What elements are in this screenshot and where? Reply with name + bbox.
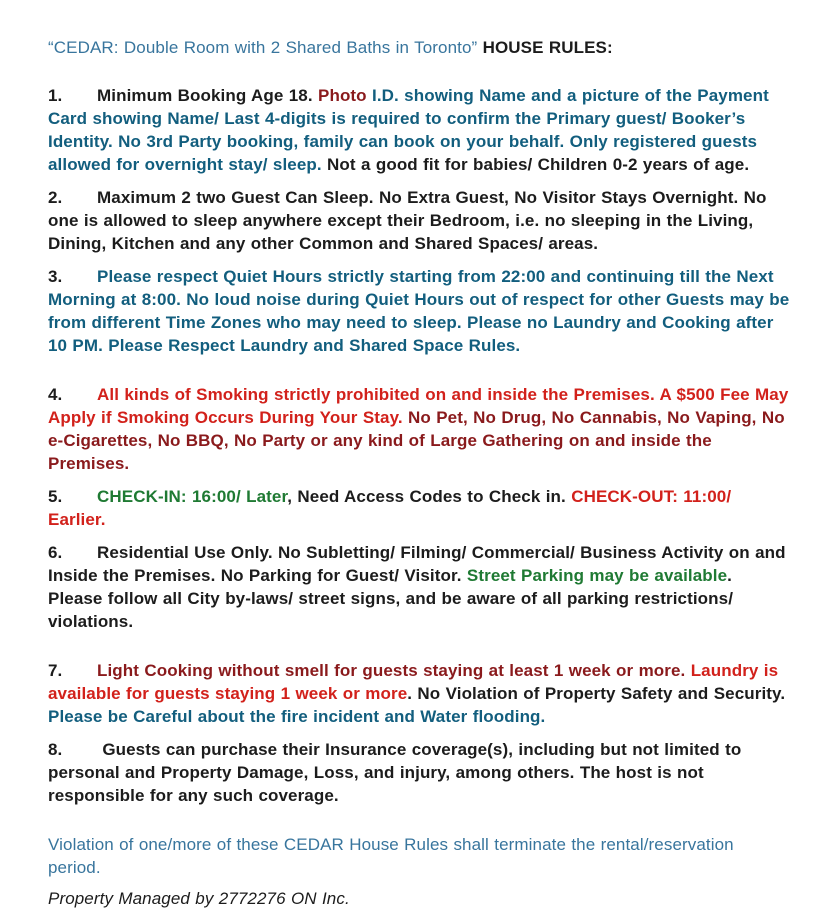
rule-2 [48,186,790,255]
text-segment: Light Cooking without smell for guests staying at least 1 week or more. [97,661,691,680]
text-segment: All kinds of Smoking strictly prohibited on and inside the Premises. A $500 Fee May Apply if Smoking Occurs During Your Stay. [48,385,794,427]
rule-1 [48,84,790,176]
text-segment: Street Parking may be available [466,566,728,585]
rule-4 [48,383,794,475]
rule-number: 7. [48,661,63,680]
violation-notice [48,833,790,879]
text-segment: Not a good fit for babies/ Children 0-2 years of age. [321,155,750,174]
text-segment: Laundry is available for guests staying 1 week or more [48,661,784,703]
text-segment: Photo [318,86,367,105]
text-segment: Maximum 2 two Guest Can Sleep. No Extra Guest, No Visitor Stays Overnight. No one is allowed to sleep anywhere except their Bedroom, i.e. no sleeping in the Living, Dining, Kitchen and any other Common and Shared Spaces/ areas. [48,188,772,253]
rule-number: 2. [48,188,63,207]
text-segment: Guests can purchase their Insurance coverage(s), including but not limited to personal and Property Damage, Loss, and injury, among others. The host is not responsible for any such coverage. [48,740,747,805]
rule-5 [48,485,790,531]
rule-number: 3. [48,267,63,286]
text-segment: Property Managed by 2772276 ON Inc. [48,889,350,908]
rule-number: 6. [48,543,63,562]
text-segment: . No Violation of Property Safety and Security. [407,684,791,703]
text-segment: CHECK-IN: 16:00/ Later [97,487,288,506]
text-segment: . Please follow all City by-laws/ street signs, and be aware of all parking restrictions/ violations. [48,566,739,631]
text-segment: Residential Use Only. No Subletting/ Filming/ Commercial/ Business Activity on and Inside the Premises. No Parking for Guest/ Visitor. [48,543,791,585]
property-manager-line [48,887,790,910]
text-segment: “CEDAR: Double Room with 2 Shared Baths in Toronto” [48,38,483,57]
text-segment: CHECK-OUT: 11:00/ Earlier. [48,487,737,529]
rule-number: 8. [48,740,63,759]
text-segment: Violation of one/more of these CEDAR House Rules shall terminate the rental/reservation period. [48,835,740,877]
text-segment: Please be Careful about the fire incident and Water flooding. [48,707,546,726]
text-segment: No Pet, No Drug, No Cannabis, No Vaping, No e-Cigarettes, No BBQ, No Party or any kind of Large Gathering on and inside the Premises. [48,408,791,473]
rule-number: 4. [48,385,63,404]
text-segment: I.D. showing Name and a picture of the Payment Card showing Name/ Last 4-digits is required to confirm the Primary guest/ Booker’s Identity. No 3rd Party booking, family can book on your behalf. Only registered guests allowed for overnight stay/ sleep. [48,86,775,174]
rule-8 [48,738,790,807]
rule-number: 5. [48,487,63,506]
document-title [48,36,790,59]
text-segment: , Need Access Codes to Check in. [287,487,572,506]
text-segment: Please respect Quiet Hours strictly starting from 22:00 and continuing till the Next Morning at 8:00. No loud noise during Quiet Hours out of respect for other Guests may be from different Time Zones who may need to sleep. Please no Laundry and Cooking after 10 PM. Please Respect Laundry and Shared Space Rules. [48,267,795,355]
text-segment: Minimum Booking Age 18. [97,86,319,105]
rule-6 [48,541,790,633]
rule-7 [48,659,790,728]
rule-3 [48,265,795,357]
rule-number: 1. [48,86,63,105]
text-segment: HOUSE RULES: [482,38,613,57]
